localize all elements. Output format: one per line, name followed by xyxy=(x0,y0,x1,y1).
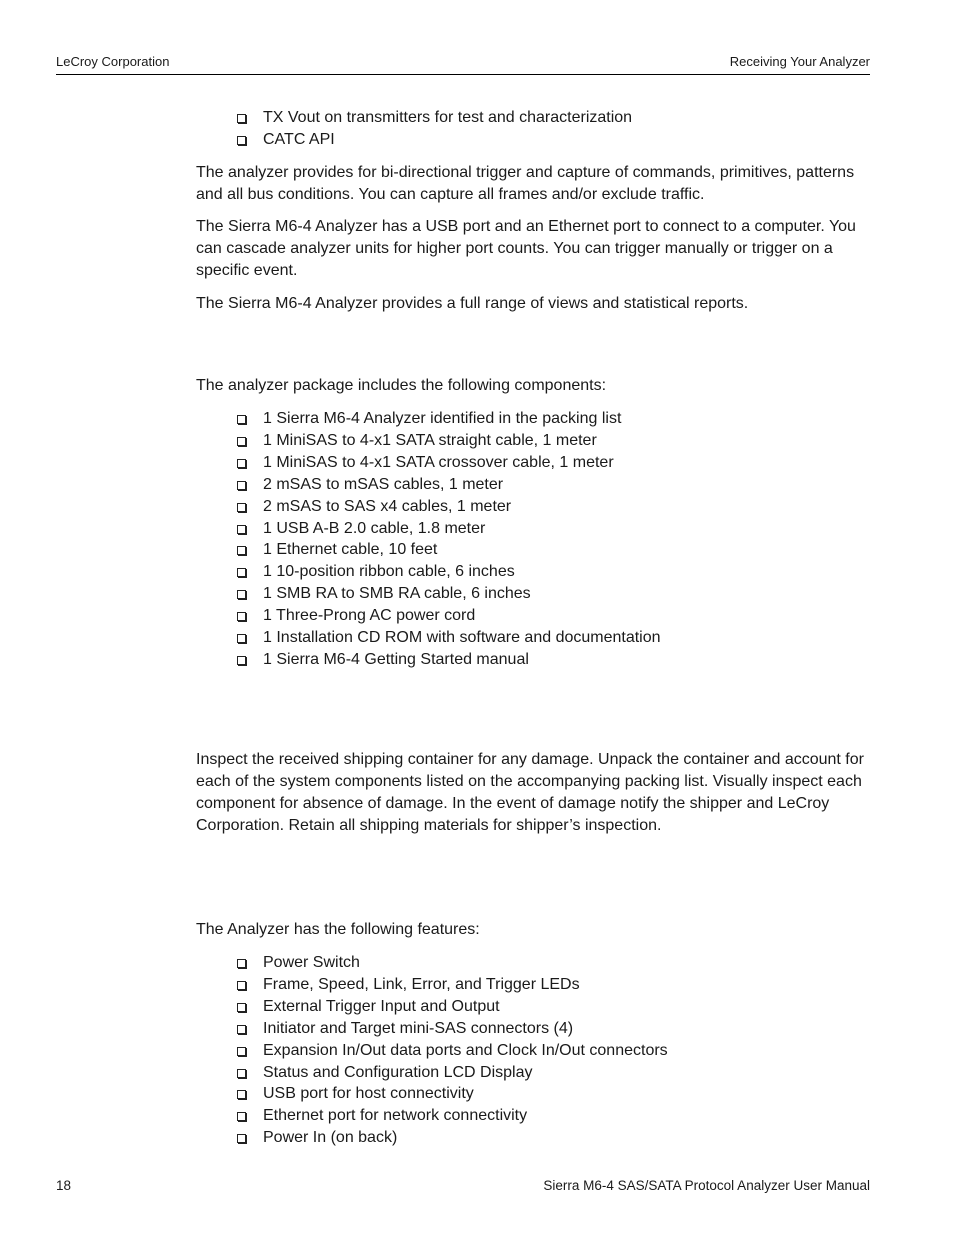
list-item: 1 MiniSAS to 4-x1 SATA crossover cable, 1 meter xyxy=(236,452,661,474)
checkbox-bullet-icon xyxy=(237,612,246,621)
page-footer xyxy=(56,1178,870,1198)
paragraph-trigger: The analyzer provides for bi-directional trigger and capture of commands, primitives, patterns and all bus conditions. You can capture all frames and/or exclude traffic. xyxy=(196,164,855,203)
list-item: 2 mSAS to mSAS cables, 1 meter xyxy=(236,474,661,496)
checkbox-bullet-icon xyxy=(237,415,246,424)
list-item: 1 SMB RA to SMB RA cable, 6 inches xyxy=(236,583,661,605)
list-item: CATC API xyxy=(236,129,632,151)
list-item: Status and Configuration LCD Display xyxy=(236,1062,668,1084)
list-item: 1 USB A-B 2.0 cable, 1.8 meter xyxy=(236,518,661,540)
checkbox-bullet-icon xyxy=(237,525,246,534)
header-section-title: Receiving Your Analyzer xyxy=(729,54,870,69)
list-item: 1 Sierra M6-4 Analyzer identified in the packing list xyxy=(236,408,661,430)
paragraph-ports: The Sierra M6-4 Analyzer has a USB port and an Ethernet port to connect to a computer. You can cascade analyzer units for higher port counts. You can trigger manually or trigger on a specific event. xyxy=(196,218,856,279)
page-number: 18 xyxy=(56,1178,72,1193)
checkbox-bullet-icon xyxy=(237,656,246,665)
paragraph-inspect: Inspect the received shipping container for any damage. Unpack the container and account for each of the system components listed on the accompanying packing list. Visually inspect each component for absence of damage. In the event of damage notify the shipper and LeCroy Corporation. Retain all shipping materials for shipper’s inspection. xyxy=(196,751,864,834)
checkbox-bullet-icon xyxy=(237,981,246,990)
list-item: 1 Sierra M6-4 Getting Started manual xyxy=(236,649,661,671)
list-item: 1 Installation CD ROM with software and documentation xyxy=(236,627,661,649)
list-item: Initiator and Target mini-SAS connectors (4) xyxy=(236,1018,668,1040)
checkbox-bullet-icon xyxy=(237,114,246,123)
list-item: 1 Three-Prong AC power cord xyxy=(236,605,661,627)
checkbox-bullet-icon xyxy=(237,437,246,446)
manual-title: Sierra M6-4 SAS/SATA Protocol Analyzer User Manual xyxy=(543,1178,870,1193)
checkbox-bullet-icon xyxy=(237,503,246,512)
paragraph-package-intro: The analyzer package includes the following components: xyxy=(196,377,607,394)
checkbox-bullet-icon xyxy=(237,1112,246,1121)
list-item: 1 Ethernet cable, 10 feet xyxy=(236,539,661,561)
components-list xyxy=(236,408,661,671)
list-item: Power In (on back) xyxy=(236,1127,668,1149)
list-item: External Trigger Input and Output xyxy=(236,996,668,1018)
paragraph-views: The Sierra M6-4 Analyzer provides a full range of views and statistical reports. xyxy=(196,295,749,312)
checkbox-bullet-icon xyxy=(237,1025,246,1034)
list-item: 2 mSAS to SAS x4 cables, 1 meter xyxy=(236,496,661,518)
list-item: TX Vout on transmitters for test and characterization xyxy=(236,107,632,129)
list-item: 1 MiniSAS to 4-x1 SATA straight cable, 1 meter xyxy=(236,430,661,452)
checkbox-bullet-icon xyxy=(237,959,246,968)
checkbox-bullet-icon xyxy=(237,1090,246,1099)
list-item: Ethernet port for network connectivity xyxy=(236,1105,668,1127)
paragraph-features-intro: The Analyzer has the following features: xyxy=(196,921,480,938)
list-item: Expansion In/Out data ports and Clock In/Out connectors xyxy=(236,1040,668,1062)
page-header xyxy=(56,52,870,75)
header-company: LeCroy Corporation xyxy=(56,54,170,69)
checkbox-bullet-icon xyxy=(237,1003,246,1012)
list-item: USB port for host connectivity xyxy=(236,1083,668,1105)
checkbox-bullet-icon xyxy=(237,546,246,555)
checkbox-bullet-icon xyxy=(237,136,246,145)
checkbox-bullet-icon xyxy=(237,481,246,490)
checkbox-bullet-icon xyxy=(237,459,246,468)
list-item: Frame, Speed, Link, Error, and Trigger LEDs xyxy=(236,974,668,996)
capabilities-list xyxy=(236,107,632,151)
checkbox-bullet-icon xyxy=(237,1047,246,1056)
checkbox-bullet-icon xyxy=(237,568,246,577)
checkbox-bullet-icon xyxy=(237,1069,246,1078)
list-item: 1 10-position ribbon cable, 6 inches xyxy=(236,561,661,583)
checkbox-bullet-icon xyxy=(237,1134,246,1143)
checkbox-bullet-icon xyxy=(237,634,246,643)
list-item: Power Switch xyxy=(236,952,668,974)
features-list xyxy=(236,952,668,1149)
checkbox-bullet-icon xyxy=(237,590,246,599)
